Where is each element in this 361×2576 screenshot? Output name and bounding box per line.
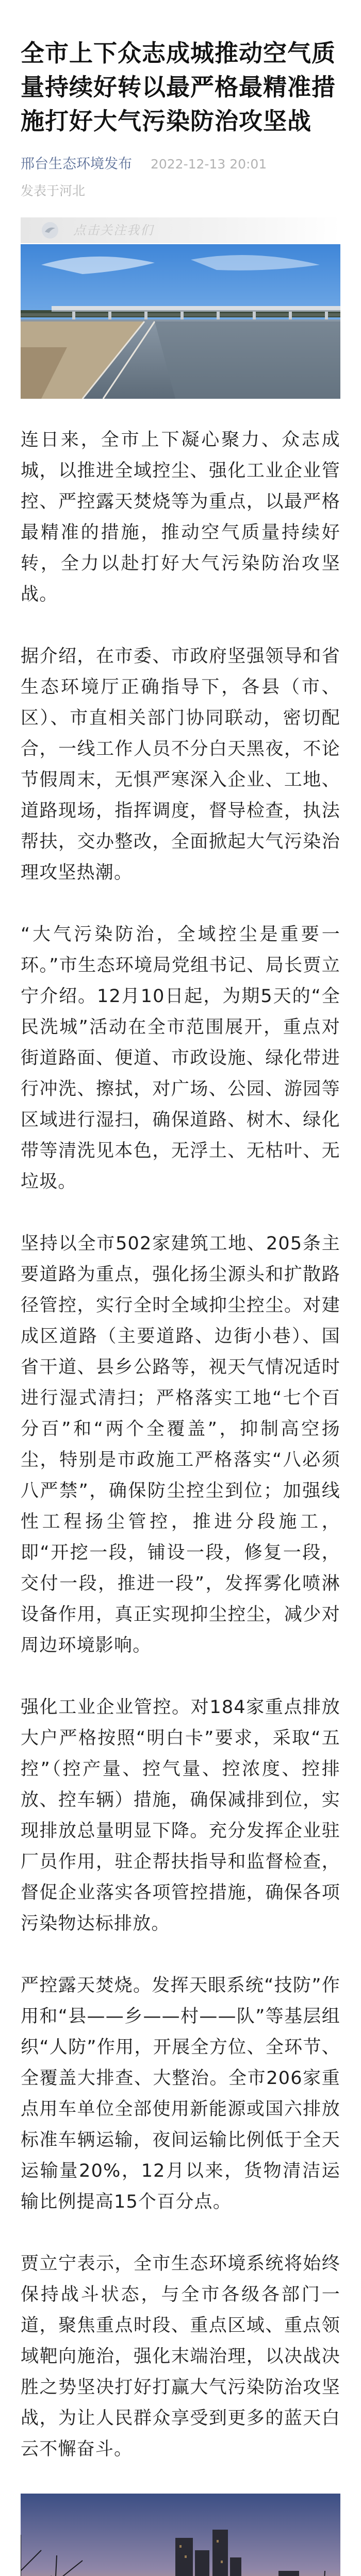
city-sunset-photo (21, 2494, 340, 2576)
bridge-photo (21, 244, 340, 399)
paragraph-5: 强化工业企业管控。对184家重点排放大户严格按照“明白卡”要求，采取“五控”（控产量、控气量、控浓度、控排放、控车辆）措施，确保减排到位，实现排放总量明显下降。充分发挥企业驻厂员作用，驻企帮扶指导和监督检查，督促企业落实各项管控措施，确保各项污染物达标排放。 (21, 1697, 340, 1934)
bird-logo-icon (41, 222, 59, 239)
follow-banner[interactable] (21, 217, 340, 243)
follow-us-text: 点击关注我们 (73, 223, 154, 238)
article-meta (21, 156, 340, 173)
account-name-link[interactable]: 邢台生态环境发布 (21, 156, 132, 172)
publish-time: 2022-12-13 20:01 (150, 157, 267, 172)
paragraph-7: 贾立宁表示，全市生态环境系统将始终保持战斗状态，与全市各级各部门一道，聚焦重点时段、重点区域、重点领域靶向施治，强化末端治理，以决战决胜之势坚决打好打赢大气污染防治攻坚战，为让人民群众享受到更多的蓝天白云不懈奋斗。 (21, 2253, 340, 2460)
paragraph-4: 坚持以全市502家建筑工地、205条主要道路为重点，强化扬尘源头和扩散路径管控，实行全时全域抑尘控尘。对建成区道路（主要道路、边街小巷）、国省干道、县乡公路等，视天气情况适时进行湿式清扫；严格落实工地“七个百分百”和“两个全覆盖”，抑制高空扬尘，特别是市政施工严格落实“八必须八严禁”，确保防尘控尘到位；加强线性工程扬尘管控，推进分段施工，即“开挖一段，铺设一段，修复一段，交付一段，推进一段”，发挥雾化喷淋设备作用，真正实现抑尘控尘，减少对周边环境影响。 (21, 1233, 340, 1656)
paragraph-2: 据介绍，在市委、市政府坚强领导和省生态环境厅正确指导下，各县（市、区）、市直相关部门协同联动，密切配合，一线工作人员不分白天黑夜，不论节假周末，无惧严寒深入企业、工地、道路现场，指挥调度，督导检查，执法帮扶，交办整改，全面掀起大气污染治理攻坚热潮。 (21, 646, 340, 883)
paragraph-6: 严控露天焚烧。发挥天眼系统“技防”作用和“县——乡——村——队”等基层组织“人防”作用，开展全方位、全环节、全覆盖大排查、大整治。全市206家重点用车单位全部使用新能源或国六排放标准车辆运输，夜间运输比例低于全天运输量20%，12月以来，货物清洁运输比例提高15个百分点。 (21, 1975, 340, 2212)
article-title: 全市上下众志成城推动空气质量持续好转以最严格最精准措施打好大气污染防治攻坚战 (21, 39, 336, 135)
publish-location: 发表于河北 (21, 183, 86, 198)
paragraph-3: “大气污染防治，全域控尘是重要一环。”市生态环境局党组书记、局长贾立宁介绍。12月10日起，为期5天的“全民洗城”活动在全市范围展开，重点对街道路面、便道、市政设施、绿化带进行冲洗、擦拭，对广场、公园、游园等区域进行湿扫，确保道路、树木、绿化带等清洗见本色，无浮土、无枯叶、无垃圾。 (21, 924, 340, 1192)
paragraph-1: 连日来，全市上下凝心聚力、众志成城，以推进全域控尘、强化工业企业管控、严控露天焚烧等为重点，以最严格最精准的措施，推动空气质量持续好转，全力以赴打好大气污染防治攻坚战。 (21, 430, 340, 605)
